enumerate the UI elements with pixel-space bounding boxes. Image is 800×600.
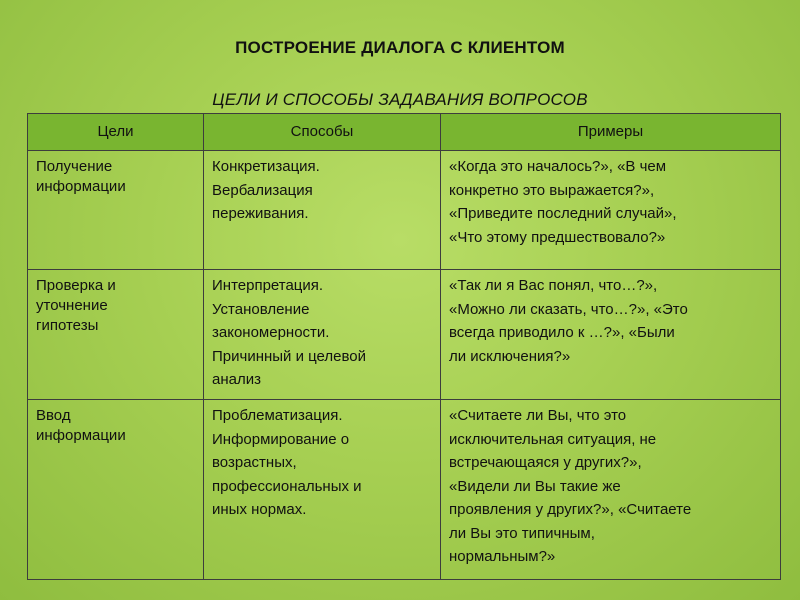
example-line: конкретно это выражается?», [449, 181, 655, 199]
slide-subtitle: ЦЕЛИ И СПОСОБЫ ЗАДАВАНИЯ ВОПРОСОВ [212, 90, 588, 109]
table-header-row [28, 114, 781, 151]
header-examples: Примеры [441, 114, 781, 151]
example-line: «Так ли я Вас понял, что…?», [449, 277, 658, 294]
goal-line: уточнение [36, 297, 108, 314]
method-line: переживания. [212, 205, 309, 222]
header-goals: Цели [28, 114, 204, 151]
method-line: иных нормах. [212, 501, 307, 518]
method-cell [204, 400, 441, 580]
goal-line: информации [36, 178, 126, 195]
example-line: встречающаяся у других?», [449, 454, 642, 471]
table-row [28, 400, 781, 580]
goal-line: информации [36, 427, 126, 444]
method-line: профессиональных и [212, 477, 362, 495]
method-line: Информирование о [212, 430, 350, 448]
goal-cell [28, 270, 204, 400]
example-cell [441, 400, 781, 580]
example-line: исключительная ситуация, не [449, 430, 657, 448]
table-row [28, 151, 781, 270]
method-line: анализ [212, 371, 261, 388]
method-line: возрастных, [212, 454, 297, 471]
goal-line: гипотезы [36, 317, 99, 334]
method-line: Установление [212, 300, 310, 318]
goal-line: Проверка и [36, 277, 116, 294]
method-line: Интерпретация. [212, 277, 324, 294]
example-line: «Когда это началось?», «В чем [449, 158, 667, 175]
example-line: всегда приводило к …?», «Были [449, 324, 675, 341]
goal-line: Ввод [36, 407, 71, 424]
questions-table [27, 113, 781, 580]
method-line: Вербализация [212, 181, 313, 199]
method-line: закономерности. [212, 324, 330, 341]
example-line: «Что этому предшествовало?» [449, 228, 666, 246]
example-cell [441, 151, 781, 270]
goal-line: Получение [36, 158, 113, 175]
example-cell [441, 270, 781, 400]
example-line: «Приведите последний случай», [449, 205, 677, 222]
header-methods: Способы [204, 114, 441, 151]
method-line: Причинный и целевой [212, 347, 367, 365]
method-line: Проблематизация. [212, 407, 343, 424]
example-line: ли исключения?» [449, 347, 571, 365]
example-line: «Видели ли Вы такие же [449, 477, 621, 495]
example-line: «Считаете ли Вы, что это [449, 407, 627, 424]
goal-cell [28, 151, 204, 270]
example-line: ли Вы это типичным, [449, 524, 595, 542]
goal-cell [28, 400, 204, 580]
example-line: «Можно ли сказать, что…?», «Это [449, 300, 688, 318]
example-line: проявления у других?», «Считаете [449, 501, 692, 518]
method-cell [204, 151, 441, 270]
table-row [28, 270, 781, 400]
method-line: Конкретизация. [212, 158, 320, 175]
example-line: нормальным?» [449, 548, 556, 565]
slide-title: ПОСТРОЕНИЕ ДИАЛОГА С КЛИЕНТОМ [235, 38, 565, 57]
method-cell [204, 270, 441, 400]
